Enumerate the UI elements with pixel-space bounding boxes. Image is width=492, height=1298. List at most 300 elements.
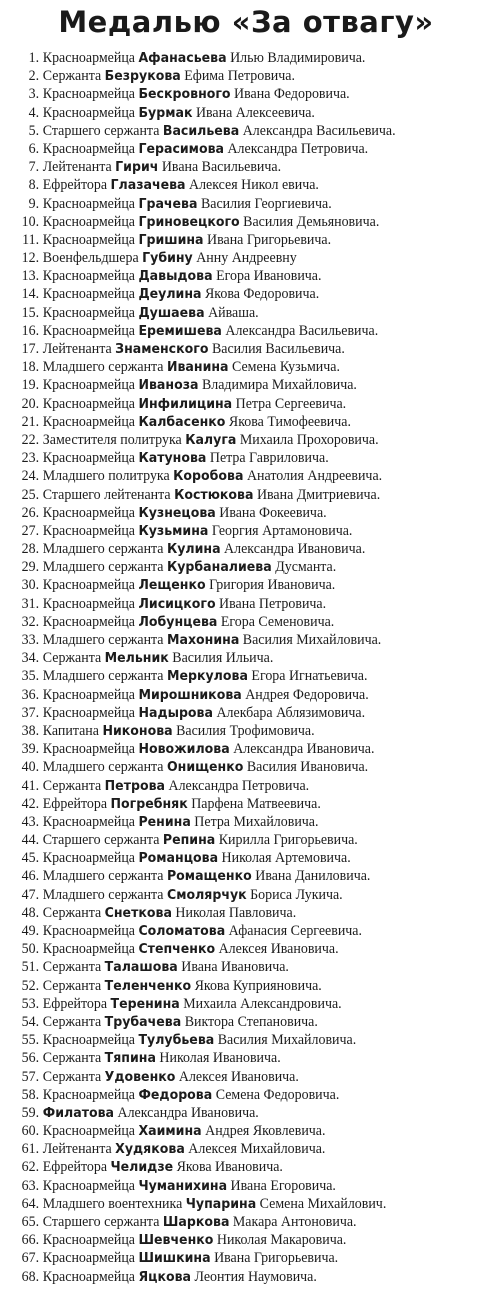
item-rank: Заместителя политрука	[42, 431, 182, 448]
list-item	[0, 431, 458, 449]
item-surname: Костюкова	[174, 486, 254, 503]
item-given-name: Николая Артемовича.	[221, 850, 351, 867]
item-rank: Сержанта	[42, 1013, 102, 1030]
list-item	[0, 1268, 458, 1286]
item-number: 19.	[21, 377, 40, 394]
item-given-name: Ивана Егоровича.	[230, 1177, 336, 1194]
item-surname: Новожилова	[138, 741, 230, 758]
list-item	[0, 922, 458, 940]
list-item	[0, 467, 458, 485]
item-given-name: Василия Васильевича.	[211, 341, 345, 357]
list-item	[0, 231, 458, 249]
list-item	[0, 631, 458, 649]
item-given-name: Ивана Даниловича.	[255, 868, 371, 885]
list-item	[0, 958, 458, 976]
item-number: 18.	[21, 359, 40, 376]
item-number: 61.	[21, 1141, 40, 1158]
item-given-name: Николая Павловича.	[175, 904, 297, 921]
item-rank: Красноармейца	[42, 577, 135, 594]
list-item	[0, 358, 458, 376]
item-surname: Шишкина	[138, 1250, 211, 1267]
item-surname: Знаменского	[115, 341, 209, 357]
item-surname: Чуманихина	[138, 1177, 228, 1194]
item-rank: Красноармейца	[42, 213, 135, 230]
list-item	[0, 940, 458, 958]
item-surname: Талашова	[104, 959, 178, 976]
list-item	[0, 413, 458, 431]
item-number: 35.	[21, 668, 40, 685]
item-rank: Младшего сержанта	[42, 541, 164, 558]
item-given-name: Ивана Васильевича.	[161, 159, 282, 176]
item-surname: Кузьмина	[138, 522, 209, 539]
item-number: 6.	[28, 140, 40, 157]
item-given-name: Василия Михайловича.	[217, 1032, 357, 1049]
item-rank: Красноармейца	[42, 322, 135, 339]
list-item	[0, 122, 458, 140]
list-item	[0, 504, 458, 522]
list-item	[0, 1213, 458, 1231]
list-item	[0, 595, 458, 613]
item-given-name: Георгия Артамоновича.	[211, 522, 353, 539]
item-surname: Лобунцева	[138, 613, 218, 630]
item-number: 2.	[28, 68, 40, 85]
item-given-name: Ивана Григорьевича.	[207, 231, 332, 248]
item-given-name: Семена Михайлович.	[259, 1195, 387, 1212]
item-given-name: Ивана Дмитриевича.	[256, 486, 381, 503]
item-surname: Хаимина	[138, 1123, 202, 1140]
item-number: 45.	[21, 850, 40, 867]
item-given-name: Якова Куприяновича.	[194, 977, 322, 994]
item-given-name: Анатолия Андреевича.	[246, 468, 383, 485]
item-number: 49.	[21, 923, 40, 939]
item-given-name: Александра Петровича.	[227, 140, 369, 157]
item-number: 62.	[21, 1159, 40, 1176]
item-given-name: Василия Ивановича.	[246, 759, 369, 776]
item-surname: Никонова	[102, 722, 173, 739]
item-given-name: Александра Васильевича.	[242, 122, 396, 139]
item-rank: Красноармейца	[42, 595, 135, 612]
list-item	[0, 395, 458, 413]
item-number: 32.	[21, 613, 40, 630]
list-item	[0, 1158, 458, 1176]
item-surname: Меркулова	[166, 668, 248, 685]
item-number: 26.	[21, 504, 40, 521]
item-surname: Смолярчук	[166, 886, 247, 903]
item-surname: Худякова	[115, 1141, 185, 1158]
list-item	[0, 140, 458, 158]
item-number: 30.	[21, 577, 40, 594]
item-rank: Красноармейца	[42, 104, 135, 121]
list-item	[0, 376, 458, 394]
item-rank: Сержанта	[42, 959, 102, 976]
item-given-name: Григория Ивановича.	[209, 577, 336, 594]
item-given-name: Михаила Александровича.	[183, 995, 342, 1012]
item-surname: Теленченко	[104, 977, 192, 994]
list-item	[0, 1104, 458, 1122]
item-rank: Младшего сержанта	[42, 868, 164, 885]
item-surname: Федорова	[138, 1086, 213, 1103]
list-item	[0, 977, 458, 995]
item-number: 11.	[22, 231, 40, 248]
list-item	[0, 340, 458, 358]
item-rank: Красноармейца	[42, 504, 135, 521]
item-number: 43.	[21, 813, 40, 830]
item-given-name: Егора Семеновича.	[220, 613, 335, 630]
item-given-name: Алексея Никол евича.	[189, 177, 319, 194]
item-surname: Гришина	[138, 231, 204, 248]
list-item	[0, 740, 458, 758]
item-rank: Сержанта	[42, 650, 102, 667]
item-surname: Онищенко	[166, 759, 244, 776]
item-given-name: Петра Сергеевича.	[235, 395, 347, 412]
item-given-name: Александра Петровича.	[168, 777, 310, 794]
list-item	[0, 1013, 458, 1031]
item-rank: Красноармейца	[42, 395, 135, 412]
list-item	[0, 849, 458, 867]
item-given-name: Ефима Петровича.	[184, 68, 295, 85]
list-item	[0, 704, 458, 722]
item-given-name: Якова Федоровича.	[204, 286, 320, 303]
item-number: 28.	[21, 541, 40, 558]
item-surname: Безрукова	[104, 68, 181, 85]
item-rank: Красноармейца	[42, 1232, 135, 1249]
item-surname: Ренина	[138, 813, 191, 830]
item-given-name: Александра Ивановича.	[233, 741, 375, 758]
item-surname: Романцова	[138, 850, 219, 867]
item-surname: Тулубьева	[138, 1032, 215, 1049]
item-number: 50.	[21, 941, 40, 958]
item-number: 68.	[21, 1268, 40, 1285]
item-given-name: Дусманта.	[275, 559, 337, 576]
item-number: 46.	[21, 868, 40, 885]
item-rank: Красноармейца	[42, 850, 135, 867]
item-surname: Удовенко	[104, 1068, 176, 1085]
item-number: 64.	[21, 1195, 40, 1212]
item-number: 31.	[21, 595, 40, 612]
item-surname: Соломатова	[138, 923, 226, 939]
list-item	[0, 813, 458, 831]
item-surname: Инфилицина	[138, 395, 233, 412]
list-item	[0, 649, 458, 667]
item-surname: Калуга	[185, 431, 237, 448]
item-rank: Красноармейца	[42, 1032, 135, 1049]
list-item	[0, 1140, 458, 1158]
item-given-name: Александра Ивановича.	[117, 1104, 259, 1121]
item-given-name: Леонтия Наумовича.	[194, 1268, 317, 1285]
item-rank: Младшего политрука	[42, 468, 170, 485]
item-given-name: Якова Ивановича.	[176, 1159, 283, 1176]
item-number: 24.	[21, 468, 40, 485]
item-surname: Душаева	[138, 304, 205, 321]
item-rank: Сержанта	[42, 904, 102, 921]
item-number: 13.	[21, 268, 40, 285]
item-rank: Красноармейца	[42, 140, 135, 157]
item-surname: Лещенко	[138, 577, 206, 594]
list-item	[0, 831, 458, 849]
item-number: 12.	[21, 250, 40, 267]
item-given-name: Александра Ивановича.	[224, 541, 366, 558]
list-item	[0, 213, 458, 231]
item-rank: Красноармейца	[42, 377, 135, 394]
list-item	[0, 322, 458, 340]
item-number: 58.	[21, 1086, 40, 1103]
list-item	[0, 176, 458, 194]
item-number: 14.	[21, 286, 40, 303]
item-rank: Красноармейца	[42, 1086, 135, 1103]
item-rank: Младшего сержанта	[42, 668, 164, 685]
item-rank: Ефрейтора	[42, 795, 108, 812]
item-surname: Деулина	[138, 286, 202, 303]
item-surname: Мирошникова	[138, 686, 242, 703]
list-item	[0, 249, 458, 267]
item-rank: Красноармейца	[42, 231, 135, 248]
item-surname: Кузнецова	[138, 504, 216, 521]
item-rank: Младшего сержанта	[42, 559, 164, 576]
awardee-list	[0, 49, 492, 1286]
item-rank: Старшего сержанта	[42, 832, 160, 849]
item-rank: Красноармейца	[42, 1177, 135, 1194]
item-number: 10.	[21, 213, 40, 230]
item-number: 29.	[21, 559, 40, 576]
item-number: 25.	[21, 486, 40, 503]
item-given-name: Ивана Фокеевича.	[219, 504, 327, 521]
list-item	[0, 686, 458, 704]
item-surname: Еремишева	[138, 322, 222, 339]
item-surname: Теренина	[110, 995, 180, 1012]
item-rank: Старшего сержанта	[42, 122, 160, 139]
item-surname: Афанасьева	[138, 50, 227, 66]
item-rank: Лейтенанта	[42, 159, 112, 176]
item-surname: Шаркова	[162, 1214, 230, 1230]
item-surname: Курбаналиева	[166, 559, 272, 576]
list-item	[0, 1049, 458, 1067]
item-surname: Степченко	[138, 941, 216, 958]
item-number: 56.	[21, 1050, 40, 1067]
item-number: 67.	[21, 1250, 40, 1267]
item-given-name: Афанасия Сергеевича.	[228, 923, 362, 939]
item-surname: Шевченко	[138, 1232, 214, 1249]
item-rank: Красноармейца	[42, 195, 135, 212]
item-surname: Надырова	[138, 704, 213, 721]
list-item	[0, 777, 458, 795]
item-given-name: Андрея Федоровича.	[245, 686, 369, 703]
item-surname: Филатова	[42, 1104, 115, 1121]
item-rank: Красноармейца	[42, 1268, 135, 1285]
item-number: 23.	[21, 450, 40, 467]
item-surname: Петрова	[104, 777, 166, 794]
item-rank: Красноармейца	[42, 1250, 135, 1267]
list-item	[0, 1031, 458, 1049]
list-item	[0, 285, 458, 303]
item-surname: Лисицкого	[138, 595, 216, 612]
item-given-name: Алексея Ивановича.	[218, 941, 339, 958]
item-given-name: Анну Андреевну	[196, 250, 297, 267]
item-surname: Давыдова	[138, 268, 213, 285]
list-item	[0, 49, 458, 67]
item-rank: Старшего лейтенанта	[42, 486, 171, 503]
item-given-name: Александра Васильевича.	[225, 322, 379, 339]
item-given-name: Бориса Лукича.	[250, 886, 343, 903]
list-item	[0, 104, 458, 122]
item-number: 27.	[21, 522, 40, 539]
item-surname: Мельник	[104, 650, 169, 667]
item-number: 39.	[21, 741, 40, 758]
item-number: 15.	[21, 304, 40, 321]
item-number: 33.	[21, 632, 40, 648]
item-rank: Красноармейца	[42, 1123, 135, 1140]
item-number: 34.	[21, 650, 40, 667]
item-rank: Старшего сержанта	[42, 1214, 160, 1230]
item-number: 53.	[21, 995, 40, 1012]
item-surname: Грачева	[138, 195, 198, 212]
item-surname: Чупарина	[185, 1195, 257, 1212]
item-given-name: Петра Гавриловича.	[209, 450, 329, 467]
list-item	[0, 558, 458, 576]
list-item	[0, 67, 458, 85]
item-number: 16.	[21, 322, 40, 339]
item-rank: Сержанта	[42, 1050, 102, 1067]
list-item	[0, 1068, 458, 1086]
item-given-name: Василия Михайловича.	[242, 632, 382, 648]
item-given-name: Михаила Прохоровича.	[239, 431, 379, 448]
item-surname: Погребняк	[110, 795, 188, 812]
list-item	[0, 85, 458, 103]
item-rank: Красноармейца	[42, 413, 135, 430]
list-item	[0, 722, 458, 740]
item-rank: Сержанта	[42, 1068, 102, 1085]
item-rank: Ефрейтора	[42, 1159, 108, 1176]
list-item	[0, 1231, 458, 1249]
item-rank: Красноармейца	[42, 941, 135, 958]
item-given-name: Николая Ивановича.	[159, 1050, 281, 1067]
item-rank: Красноармейца	[42, 86, 135, 103]
item-number: 3.	[28, 86, 40, 103]
item-surname: Трубачева	[104, 1013, 182, 1030]
list-item	[0, 522, 458, 540]
item-surname: Ромащенко	[166, 868, 252, 885]
item-rank: Младшего сержанта	[42, 886, 164, 903]
item-number: 7.	[28, 159, 40, 176]
item-number: 40.	[21, 759, 40, 776]
item-given-name: Николая Макаровича.	[216, 1232, 347, 1249]
item-surname: Губину	[142, 250, 193, 267]
item-rank: Красноармейца	[42, 923, 135, 939]
item-given-name: Семена Федоровича.	[215, 1086, 340, 1103]
item-surname: Бескровного	[138, 86, 231, 103]
item-surname: Васильева	[162, 122, 240, 139]
item-rank: Капитана	[42, 722, 99, 739]
item-number: 52.	[21, 977, 40, 994]
list-item	[0, 1249, 458, 1267]
item-surname: Иванина	[166, 359, 229, 376]
item-given-name: Айваша.	[208, 304, 259, 321]
item-rank: Красноармейца	[42, 813, 135, 830]
item-rank: Младшего сержанта	[42, 359, 164, 376]
item-given-name: Егора Ивановича.	[216, 268, 322, 285]
item-given-name: Ивана Ивановича.	[181, 959, 289, 976]
item-number: 66.	[21, 1232, 40, 1249]
item-rank: Лейтенанта	[42, 1141, 112, 1158]
item-number: 48.	[21, 904, 40, 921]
item-given-name: Василия Демьяновича.	[243, 213, 380, 230]
list-item	[0, 995, 458, 1013]
list-item	[0, 195, 458, 213]
item-number: 65.	[21, 1214, 40, 1230]
item-given-name: Андрея Яковлевича.	[205, 1123, 326, 1140]
item-rank: Красноармейца	[42, 613, 135, 630]
item-surname: Герасимова	[138, 140, 224, 157]
item-surname: Коробова	[173, 468, 244, 485]
item-surname: Гриновецкого	[138, 213, 240, 230]
item-given-name: Парфена Матвеевича.	[191, 795, 321, 812]
item-rank: Красноармейца	[42, 686, 135, 703]
item-rank: Красноармейца	[42, 50, 135, 66]
list-item	[0, 540, 458, 558]
item-number: 47.	[21, 886, 40, 903]
item-number: 36.	[21, 686, 40, 703]
list-item	[0, 1177, 458, 1195]
item-given-name: Владимира Михайловича.	[201, 377, 357, 394]
list-item	[0, 613, 458, 631]
item-given-name: Василия Георгиевича.	[200, 195, 332, 212]
item-number: 42.	[21, 795, 40, 812]
item-given-name: Ивана Алексеевича.	[195, 104, 315, 121]
page-title: Медалью «За отвагу»	[58, 5, 434, 39]
item-rank: Красноармейца	[42, 286, 135, 303]
list-item	[0, 758, 458, 776]
item-surname: Бурмак	[138, 104, 193, 121]
list-item	[0, 795, 458, 813]
item-surname: Махонина	[166, 632, 240, 648]
item-given-name: Семена Кузьмича.	[232, 359, 340, 376]
item-given-name: Алексея Михайловича.	[188, 1141, 326, 1158]
item-number: 55.	[21, 1032, 40, 1049]
item-number: 1.	[28, 50, 40, 66]
list-item	[0, 267, 458, 285]
item-number: 59.	[21, 1104, 40, 1121]
item-number: 54.	[21, 1013, 40, 1030]
list-item	[0, 1195, 458, 1213]
item-surname: Кулина	[166, 541, 221, 558]
item-number: 21.	[21, 413, 40, 430]
item-given-name: Алексея Ивановича.	[178, 1068, 299, 1085]
item-given-name: Кирилла Григорьевича.	[218, 832, 358, 849]
item-surname: Тяпина	[104, 1050, 156, 1067]
item-surname: Калбасенко	[138, 413, 226, 430]
item-surname: Иваноза	[138, 377, 199, 394]
list-item	[0, 304, 458, 322]
item-surname: Гирич	[115, 159, 159, 176]
item-given-name: Ивана Петровича.	[219, 595, 327, 612]
item-rank: Красноармейца	[42, 450, 135, 467]
item-rank: Сержанта	[42, 68, 102, 85]
item-surname: Катунова	[138, 450, 207, 467]
item-number: 38.	[21, 722, 40, 739]
list-item	[0, 867, 458, 885]
item-rank: Сержанта	[42, 977, 102, 994]
item-rank: Военфельдшера	[42, 250, 139, 267]
list-item	[0, 486, 458, 504]
item-number: 37.	[21, 704, 40, 721]
list-item	[0, 449, 458, 467]
list-item	[0, 667, 458, 685]
item-given-name: Якова Тимофеевича.	[228, 413, 351, 430]
item-given-name: Виктора Степановича.	[184, 1013, 318, 1030]
item-number: 22.	[21, 431, 40, 448]
item-rank: Красноармейца	[42, 522, 135, 539]
item-rank: Красноармейца	[42, 704, 135, 721]
item-surname: Репина	[162, 832, 216, 849]
